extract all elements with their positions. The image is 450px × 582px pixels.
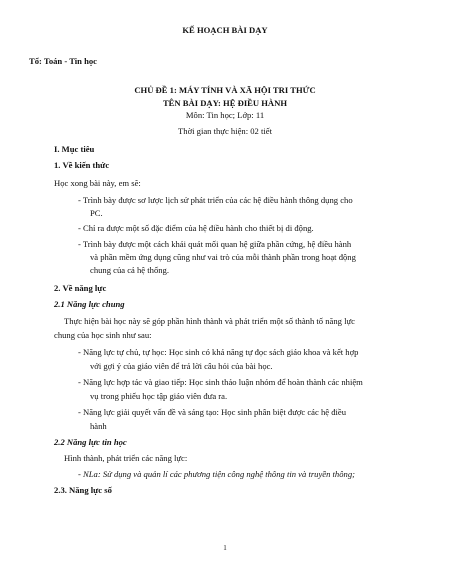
page-title: KẾ HOẠCH BÀI DẠY (182, 25, 268, 35)
subject-line: Môn: Tin học; Lớp: 11 (185, 110, 265, 120)
section-competency: 2. Về năng lực (54, 283, 107, 293)
knowledge-bullet-cont: và phần mềm ứng dụng cũng như vai trò của mỗi thành phần trong hoạt động (90, 252, 356, 262)
lesson-heading: TÊN BÀI DẠY: HỆ ĐIỀU HÀNH (162, 98, 288, 108)
general-bullet: - Năng lực giải quyết vấn đề và sáng tạo: Học sinh phân biệt được các hệ điều (78, 407, 347, 417)
section-objectives: I. Mục tiêu (54, 144, 95, 154)
subsection-digital: 2.3. Năng lực số (54, 485, 112, 495)
general-paragraph-cont: chung của học sinh như sau: (54, 330, 152, 340)
general-bullet-cont: với gợi ý của giáo viên để trả lời câu hỏi của bài học. (90, 361, 273, 371)
page-number: 1 (223, 544, 227, 552)
time-line: Thời gian thực hiện: 02 tiết (178, 126, 272, 136)
it-bullet-nla: - NLa: Sử dụng và quản lí các phương tiện công nghệ thông tin và truyền thông; (78, 469, 355, 479)
general-bullet: - Năng lực hợp tác và giao tiếp: Học sinh thảo luận nhóm để hoàn thành các nhiệm (78, 377, 363, 387)
intro-text: Học xong bài này, em sẽ: (54, 178, 141, 188)
subsection-general: 2.1 Năng lực chung (54, 299, 125, 309)
topic-heading: CHỦ ĐỀ 1: MÁY TÍNH VÀ XÃ HỘI TRI THỨC (134, 85, 316, 95)
knowledge-bullet: - Trình bày được một cách khái quát mối quan hệ giữa phần cứng, hệ điều hành (78, 239, 352, 249)
knowledge-bullet-cont: PC. (90, 208, 103, 218)
general-bullet-cont: vụ trong phiếu học tập giáo viên đưa ra. (90, 391, 228, 401)
department-label: Tổ: Toán - Tin học (29, 56, 97, 66)
knowledge-bullet: - Chỉ ra được một số đặc điểm của hệ điều hành cho thiết bị di động. (78, 223, 314, 233)
knowledge-bullet-cont: chung của cả hệ thống. (90, 265, 169, 275)
knowledge-bullet: - Trình bày được sơ lược lịch sử phát triển của các hệ điều hành thông dụng cho (78, 195, 353, 205)
general-bullet: - Năng lực tự chủ, tự học: Học sinh có khả năng tự đọc sách giáo khoa và kết hợp (78, 347, 359, 357)
general-bullet-cont: hành (90, 421, 107, 431)
section-knowledge: 1. Về kiến thức (54, 160, 110, 170)
subsection-it: 2.2 Năng lực tin học (54, 437, 127, 447)
general-paragraph: Thực hiện bài học này sẽ góp phần hình thành và phát triển một số thành tố năng lực (64, 316, 355, 326)
it-paragraph: Hình thành, phát triển các năng lực: (64, 453, 188, 463)
